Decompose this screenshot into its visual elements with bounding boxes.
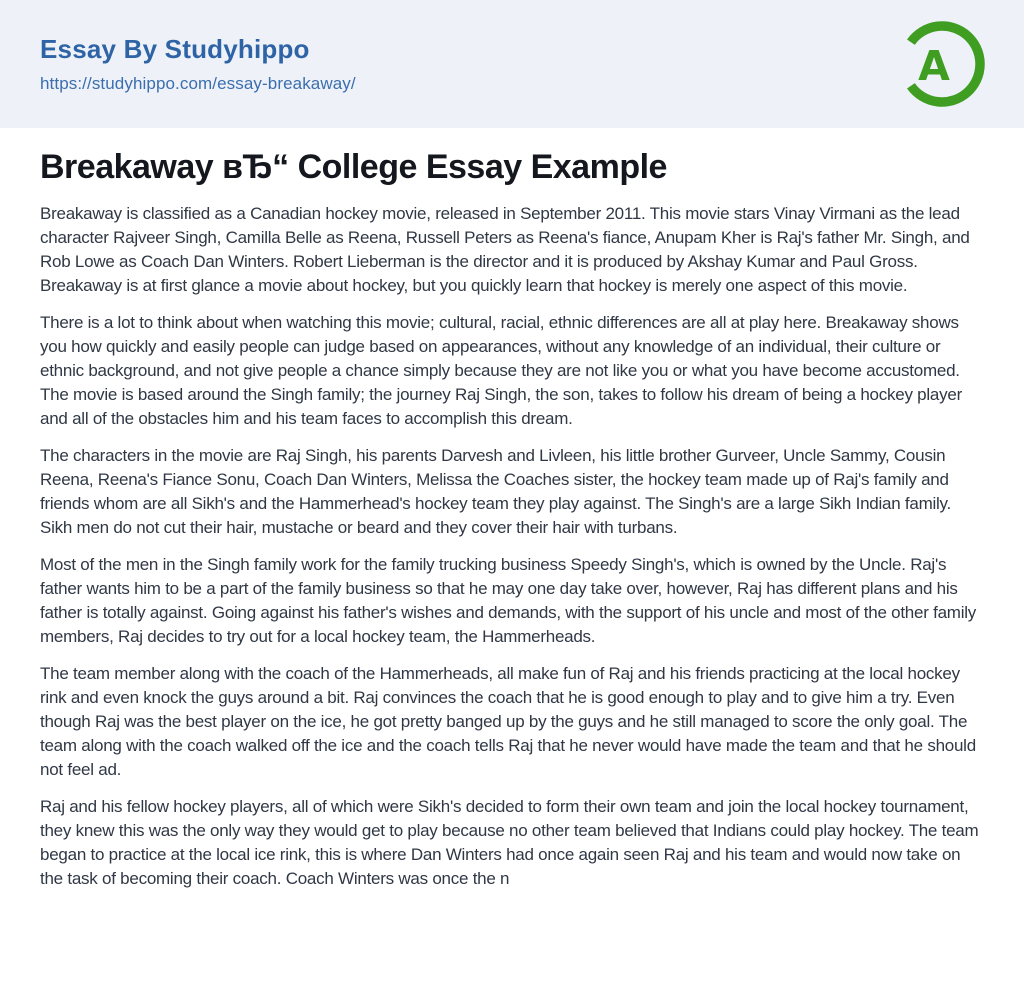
site-title: Essay By Studyhippo: [40, 34, 310, 64]
page-url-link[interactable]: https://studyhippo.com/essay-breakaway/: [40, 74, 356, 93]
essay-paragraph: Raj and his fellow hockey players, all of which were Sikh's decided to form their own team and join the local hockey tournament, they knew this was the only way they would get to play because no other team believed that Indians could play hockey. The team began to practice at the local ice rink, this is where Dan Winters had once again seen Raj and his team and would now take on the task of becoming their coach. Coach Winters was once the n: [40, 797, 979, 888]
essay-paragraph: There is a lot to think about when watching this movie; cultural, racial, ethnic differences are all at play here. Breakaway shows you how quickly and easily people can judge based on appearances, without any knowledge of an individual, their culture or ethnic background, and not give people a chance simply because they are not like you or what you have become accustomed. The movie is based around the Singh family; the journey Raj Singh, the son, takes to follow his dream of being a hockey player and all of the obstacles him and his team faces to accomplish this dream.: [40, 313, 962, 428]
essay-title: Breakaway вЂ“ College Essay Example: [40, 148, 667, 186]
page-header: [0, 0, 1024, 128]
essay-paragraph: Breakaway is classified as a Canadian hockey movie, released in September 2011. This movie stars Vinay Virmani as the lead character Rajveer Singh, Camilla Belle as Reena, Russell Peters as Reena's fiance, Anupam Kher is Raj's father Mr. Singh, and Rob Lowe as Coach Dan Winters. Robert Lieberman is the director and it is produced by Akshay Kumar and Paul Gross. Breakaway is at first glance a movie about hockey, but you quickly learn that hockey is merely one aspect of this movie.: [40, 204, 970, 295]
essay-paragraphs: [40, 202, 984, 891]
studyhippo-logo-icon: [898, 20, 986, 108]
essay-paragraph: The team member along with the coach of the Hammerheads, all make fun of Raj and his friends practicing at the local hockey rink and even knock the guys around a bit. Raj convinces the coach that he is good enough to play and to give him a try. Even though Raj was the best player on the ice, he got pretty banged up by the guys and he still managed to score the only goal. The team along with the coach walked off the ice and the coach tells Raj that he never would have made the team and that he should not feel ad.: [40, 664, 976, 779]
header-text-block: [40, 34, 356, 94]
logo-letter: A: [918, 42, 950, 90]
essay-content: [0, 148, 1024, 891]
essay-paragraph: The characters in the movie are Raj Singh, his parents Darvesh and Livleen, his little brother Gurveer, Uncle Sammy, Cousin Reena, Reena's Fiance Sonu, Coach Dan Winters, Melissa the Coaches sister, the hockey team made up of Raj's family and friends whom are all Sikh's and the Hammerhead's hockey team they play against. The Singh's are a large Sikh Indian family. Sikh men do not cut their hair, mustache or beard and they cover their hair with turbans.: [40, 446, 952, 537]
essay-paragraph: Most of the men in the Singh family work for the family trucking business Speedy Singh's, which is owned by the Uncle. Raj's father wants him to be a part of the family business so that he may one day take over, however, Raj has different plans and his father is totally against. Going against his father's wishes and demands, with the support of his uncle and most of the other family members, Raj decides to try out for a local hockey team, the Hammerheads.: [40, 555, 976, 646]
